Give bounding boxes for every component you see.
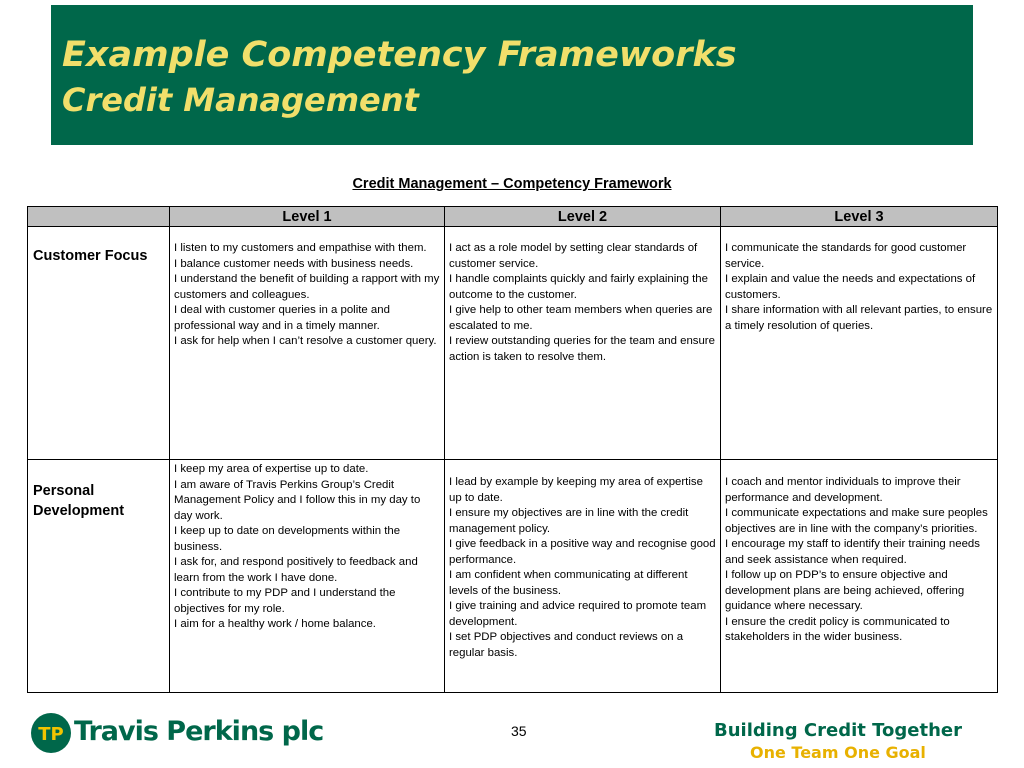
competency-statement: I lead by example by keeping my area of expertise up to date. <box>449 476 703 504</box>
header-level-2: Level 2 <box>445 207 721 227</box>
row-label-customer-focus: Customer Focus <box>28 227 170 460</box>
slide-subtitle: Credit Management <box>62 81 419 119</box>
header-blank <box>28 207 170 227</box>
competency-statement: I understand the benefit of building a rapport with my customers and colleagues. <box>174 273 440 301</box>
competency-statement: I aim for a healthy work / home balance. <box>174 618 376 630</box>
tagline-primary: Building Credit Together <box>714 720 962 741</box>
competency-statement: I explain and value the needs and expectations of customers. <box>725 273 976 301</box>
competency-statement: I encourage my staff to identify their training needs and seek assistance when required. <box>725 538 980 566</box>
competency-statement: I keep up to date on developments within the business. <box>174 525 401 553</box>
competency-statement: I handle complaints quickly and fairly explaining the outcome to the customer. <box>449 273 708 301</box>
cell-customer-focus-level-1 <box>170 227 445 460</box>
competency-statement: I communicate expectations and make sure peoples objectives are in line with the company’s priorities. <box>725 507 988 535</box>
cell-personal-development-level-3 <box>721 460 998 693</box>
table-row-personal-development <box>28 460 998 693</box>
tagline-secondary: One Team One Goal <box>750 743 926 762</box>
cell-customer-focus-level-2 <box>445 227 721 460</box>
competency-statement: I ask for, and respond positively to feedback and learn from the work I have done. <box>174 556 418 584</box>
competency-statement: I give help to other team members when queries are escalated to me. <box>449 304 713 332</box>
competency-statement: I ensure my objectives are in line with the credit management policy. <box>449 507 689 535</box>
competency-statement: I ensure the credit policy is communicated to stakeholders in the wider business. <box>725 615 950 643</box>
table-row-customer-focus <box>28 227 998 460</box>
svg-text:TP: TP <box>38 724 64 745</box>
competency-statement: I set PDP objectives and conduct reviews on a regular basis. <box>449 631 684 659</box>
logo-wordmark: Travis Perkins plc <box>74 716 324 747</box>
cell-customer-focus-level-3 <box>721 227 998 460</box>
table-header-row <box>28 207 998 227</box>
competency-statement: I follow up on PDP’s to ensure objective and development plans are being achieved, offering guidance where necessary. <box>725 569 965 612</box>
competency-statement: I give feedback in a positive way and recognise good performance. <box>449 538 716 566</box>
cell-personal-development-level-1 <box>170 460 445 693</box>
header-level-1: Level 1 <box>170 207 445 227</box>
title-banner <box>51 5 973 145</box>
competency-statement: I act as a role model by setting clear standards of customer service. <box>449 242 698 270</box>
competency-statement: I am confident when communicating at different levels of the business. <box>449 569 688 597</box>
competency-table <box>27 206 998 693</box>
competency-statement: I communicate the standards for good customer service. <box>725 242 967 270</box>
slide-title: Example Competency Frameworks <box>62 35 737 75</box>
competency-statement: I coach and mentor individuals to improve their performance and development. <box>725 476 961 504</box>
cell-personal-development-level-2 <box>445 460 721 693</box>
row-label-personal-development: Personal Development <box>28 460 170 693</box>
page-number: 35 <box>511 723 527 739</box>
competency-statement: I keep my area of expertise up to date. <box>174 463 369 475</box>
framework-title: Credit Management – Competency Framework <box>352 176 672 192</box>
competency-statement: I share information with all relevant parties, to ensure a timely resolution of queries. <box>725 304 993 332</box>
tp-logo-icon <box>30 712 72 754</box>
competency-statement: I ask for help when I can’t resolve a customer query. <box>174 335 437 347</box>
competency-statement: I review outstanding queries for the team and ensure action is taken to resolve them. <box>449 335 715 363</box>
competency-statement: I contribute to my PDP and I understand the objectives for my role. <box>174 587 396 615</box>
header-level-3: Level 3 <box>721 207 998 227</box>
competency-statement: I am aware of Travis Perkins Group’s Credit Management Policy and I follow this in my day to day work. <box>174 478 421 522</box>
competency-statement: I deal with customer queries in a polite and professional way and in a timely manner. <box>174 304 390 332</box>
competency-statement: I give training and advice required to promote team development. <box>449 600 707 628</box>
competency-statement: I balance customer needs with business needs. <box>174 257 414 270</box>
competency-statement: I listen to my customers and empathise with them. <box>174 242 427 254</box>
travis-perkins-logo <box>30 712 324 756</box>
